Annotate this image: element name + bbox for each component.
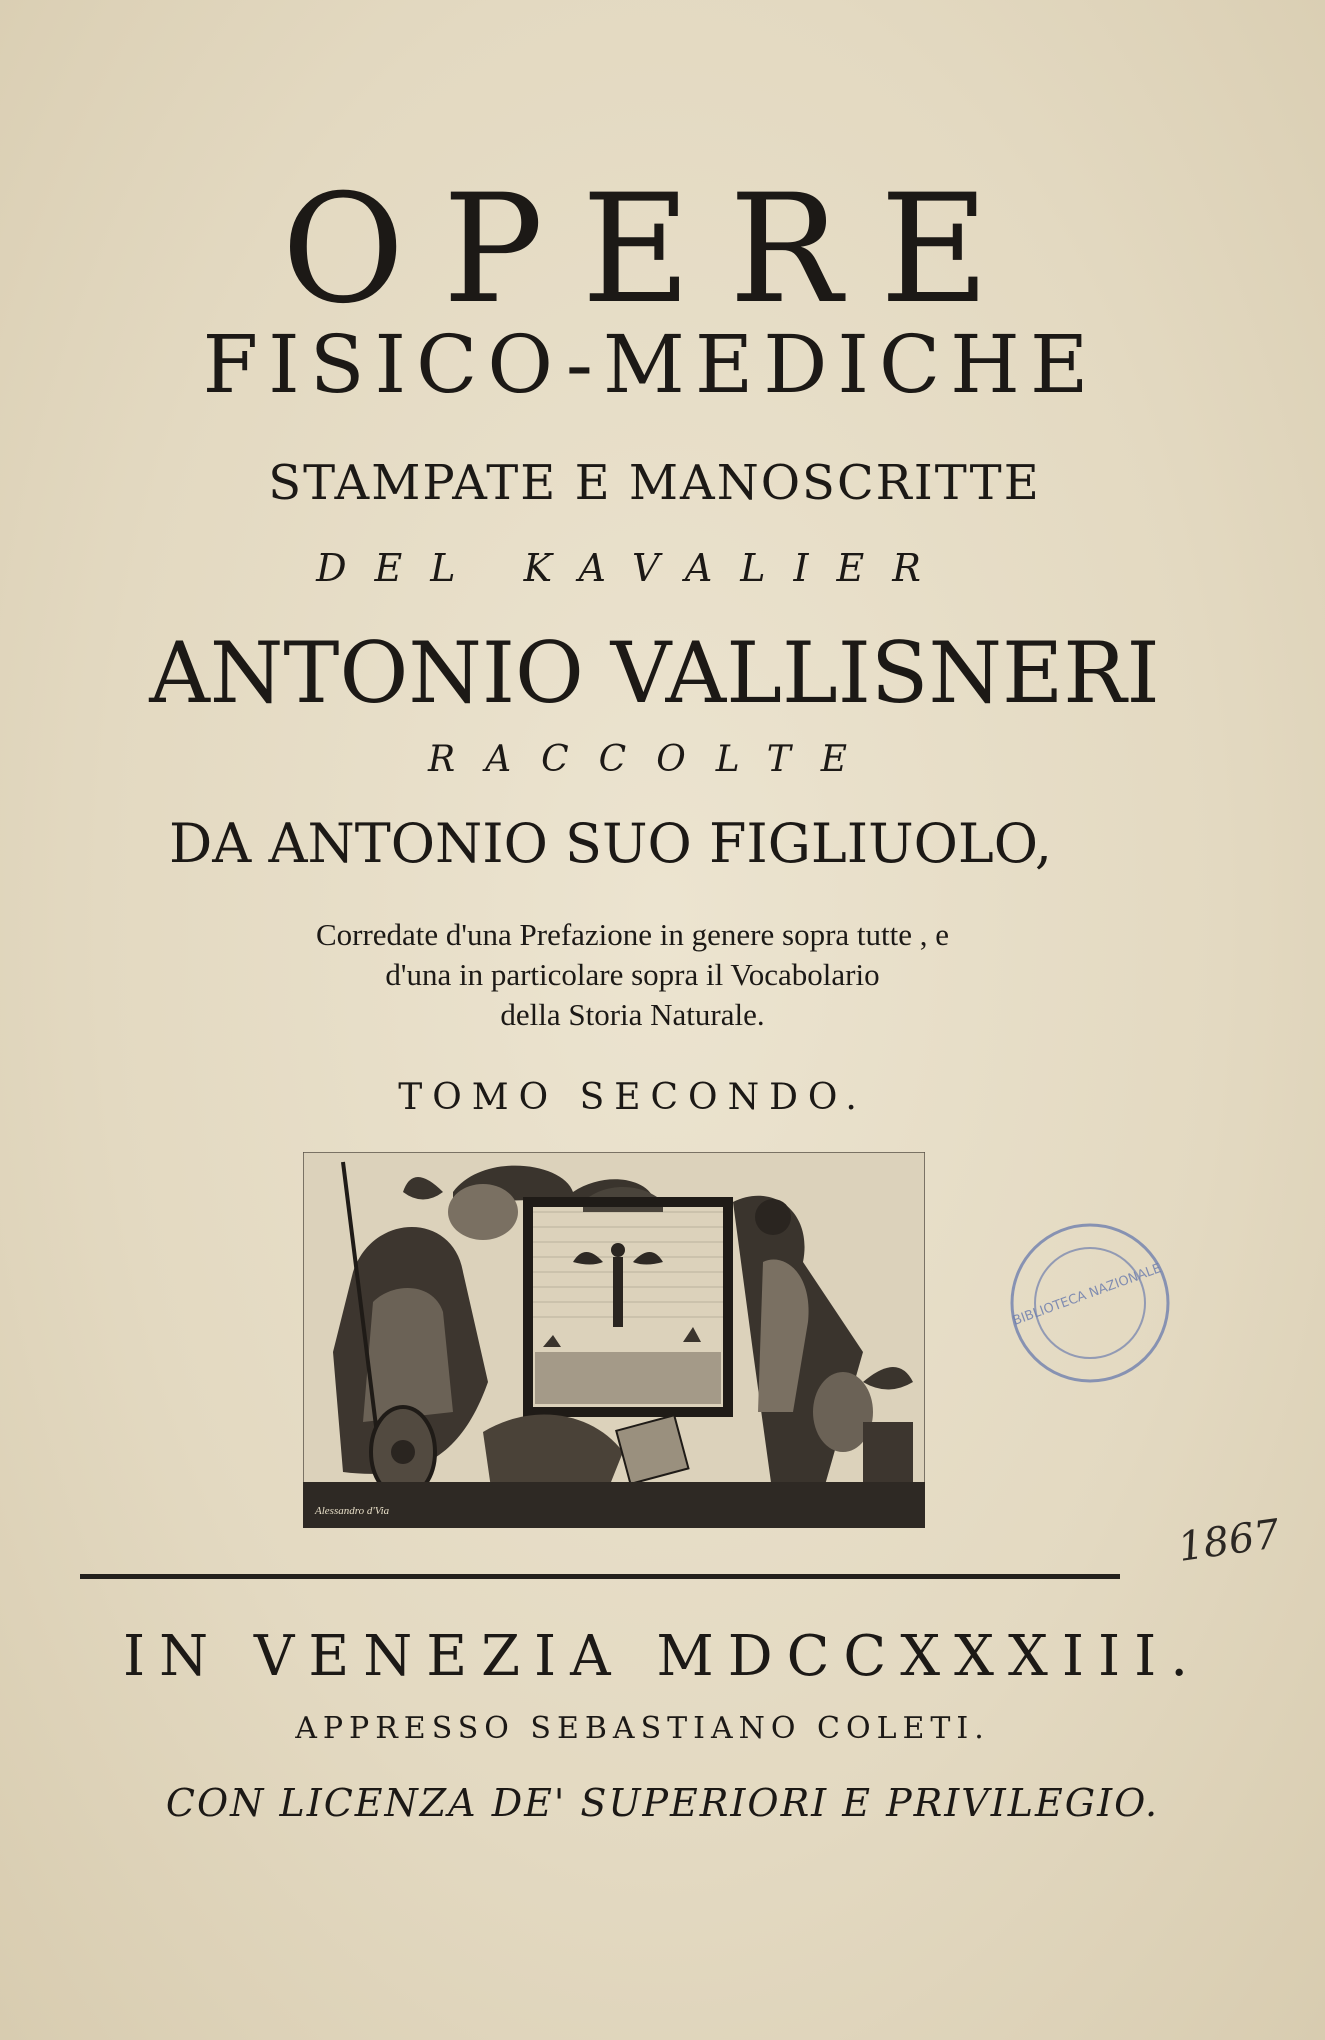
- engraver-signature: Alessandro d'Via: [315, 1505, 390, 1517]
- collected-label: RACCOLTE: [428, 739, 877, 780]
- author-honorific: DEL KAVALIER: [316, 546, 949, 590]
- compiler-line: DA ANTONIO SUO FIGLIUOLO,: [169, 812, 1052, 875]
- publisher-line: APPRESSO SEBASTIANO COLETI.: [295, 1711, 990, 1746]
- author-name: ANTONIO VALLISNERI: [149, 624, 1160, 722]
- library-stamp-icon: [1005, 1218, 1175, 1388]
- book-title: OPERE: [281, 163, 1028, 337]
- description-line: d'una in particolare sopra il Vocabolario: [385, 957, 880, 992]
- engraved-vignette: [303, 1152, 925, 1528]
- description-line: della Storia Naturale.: [500, 997, 765, 1032]
- handwritten-number: 1867: [1175, 1511, 1283, 1571]
- description-block: [0, 915, 1295, 1035]
- license-line: CON LICENZA DE' SUPERIORI E PRIVILEGIO.: [165, 1781, 1160, 1825]
- stamp-text: BIBLIOTECA NAZIONALE: [1010, 1261, 1164, 1329]
- imprint-place-date: IN VENEZIA MDCCXXXIII.: [122, 1624, 1203, 1689]
- book-subtitle-secondary: STAMPATE E MANOSCRITTE: [268, 455, 1041, 511]
- horizontal-rule: [80, 1574, 1120, 1579]
- book-subtitle: FISICO-MEDICHE: [202, 318, 1099, 411]
- volume-label: TOMO SECONDO.: [398, 1077, 867, 1118]
- description-line: Corredate d'una Prefazione in genere sopra tutte , e: [315, 917, 950, 952]
